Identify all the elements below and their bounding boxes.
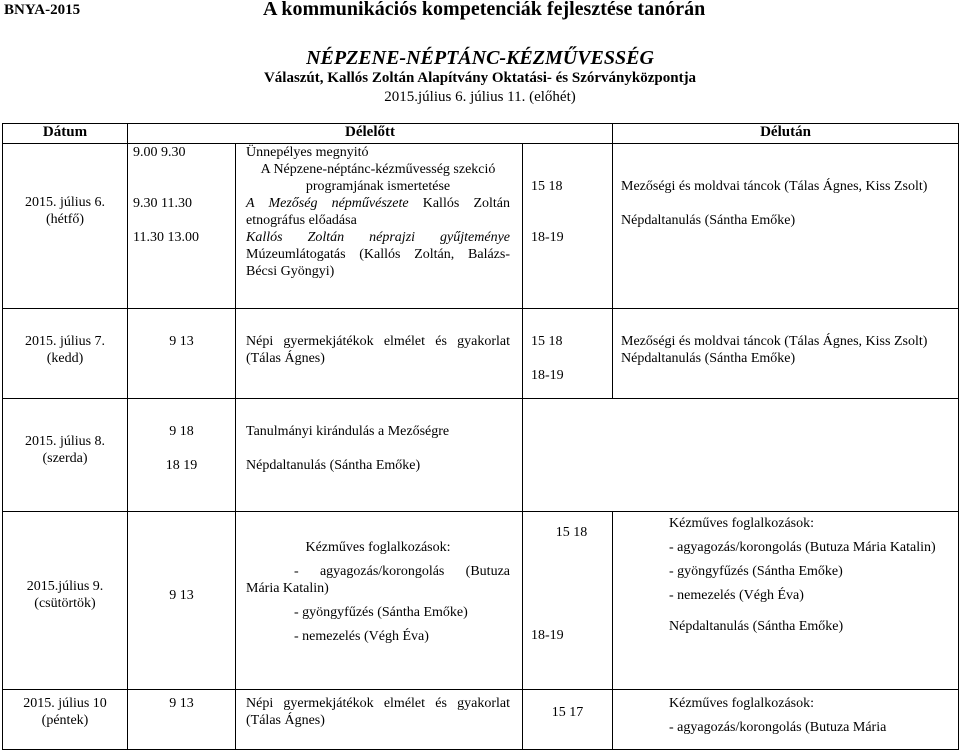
weekday: (szerda) [42,451,88,466]
activity: - agyagozás/korongolás (Butuza Mária Katalin) [246,564,510,596]
time: 9 13 [169,334,194,349]
activity: - gyöngyfűzés (Sántha Emőke) [294,605,468,620]
activity: - nemezelés (Végh Éva) [669,588,804,603]
morning-activity-cell [236,512,523,690]
afternoon-cell [523,399,959,512]
activity: Kallós Zoltán néprajzi gyűjteménye Múzeumlátogatás (Kallós Zoltán, Balázs-Bécsi Gyöngyi) [246,230,510,279]
time: 9 13 [169,696,194,711]
afternoon-time-cell [523,144,613,309]
date-cell [3,512,128,690]
morning-time-cell [128,512,236,690]
table-row [3,309,959,399]
activity: - nemezelés (Végh Éva) [294,629,429,644]
weekday: (csütörtök) [34,596,96,611]
col-header-morning: Délelőtt [128,124,613,144]
page-title: A kommunikációs kompetenciák fejlesztése tanórán [263,0,706,20]
activity: Népdaltanulás (Sántha Emőke) [246,458,421,473]
date: 2015.július 9. [26,579,104,594]
afternoon-activity-cell [613,512,959,690]
activity: Kézműves foglalkozások: [669,516,815,531]
activity: Népdaltanulás (Sántha Emőke) [621,213,796,228]
weekday: (péntek) [41,713,89,728]
time: 15 18 [531,179,563,194]
afternoon-activity-cell [613,690,959,750]
time: 15 18 [531,334,563,349]
activity: Kézműves foglalkozások: [669,696,815,711]
date: 2015. július 7. [24,334,106,349]
time: 9 18 [169,424,194,439]
afternoon-time-cell [523,512,613,690]
table-row [3,690,959,750]
doc-code: BNYA-2015 [4,2,81,18]
col-header-date: Dátum [3,124,128,144]
activity: Népi gyermekjátékok elmélet és gyakorlat (Tálas Ágnes) [246,696,510,728]
weekday: (hétfő) [45,212,85,227]
time: 18 19 [165,458,198,473]
morning-time-cell [128,690,236,750]
morning-time-cell [128,144,236,309]
time: 18-19 [531,368,564,383]
weekday: (kedd) [46,351,84,366]
afternoon-time-cell [523,309,613,399]
time: 18-19 [531,628,564,643]
afternoon-activity-cell [613,309,959,399]
activity: A Mezőség népművészete Kallós Zoltán etnográfus előadása [246,196,510,228]
afternoon-time-cell [523,690,613,750]
activity: - gyöngyfűzés (Sántha Emőke) [669,564,843,579]
time: 9 13 [169,588,194,603]
section-dates: 2015.július 6. július 11. (előhét) [384,89,576,105]
activity: Mezőségi és moldvai táncok (Tálas Ágnes, Kiss Zsolt) [621,334,928,349]
time: 15 17 [551,705,584,720]
afternoon-activity-cell [613,144,959,309]
activity: Népi gyermekjátékok elmélet és gyakorlat (Tálas Ágnes) [246,334,510,366]
time: 9.30 11.30 [133,196,192,211]
morning-time-cell [128,399,236,512]
page-header [0,0,960,22]
morning-activity-cell [236,309,523,399]
col-header-afternoon: Délután [613,124,959,144]
activity: Tanulmányi kirándulás a Mezőségre [246,424,450,439]
date-cell [3,309,128,399]
section-subtitle: Válaszút, Kallós Zoltán Alapítvány Oktatási- és Szórványközpontja [263,70,697,86]
activity: A Népzene-néptánc-kézművesség szekció programjának ismertetése [260,162,496,194]
activity: Népdaltanulás (Sántha Emőke) [621,351,796,366]
activity: Ünnepélyes megnyitó [246,145,369,160]
activity: Népdaltanulás (Sántha Emőke) [669,619,844,634]
morning-time-cell [128,309,236,399]
time: 15 18 [555,525,588,540]
date-cell [3,690,128,750]
activity: - agyagozás/korongolás (Butuza Mária Katalin) [669,540,936,555]
activity: Mezőségi és moldvai táncok (Tálas Ágnes, Kiss Zsolt) [621,179,928,194]
date-cell [3,144,128,309]
table-row [3,399,959,512]
header-row [3,124,959,144]
morning-activity-cell [236,399,523,512]
section-title: NÉPZENE-NÉPTÁNC-KÉZMŰVESSÉG [306,47,654,69]
date: 2015. július 6. [24,195,106,210]
date: 2015. július 10 [23,696,107,711]
activity: - agyagozás/korongolás (Butuza Mária [669,720,887,735]
table-row [3,512,959,690]
time: 11.30 13.00 [133,230,199,245]
table-row [3,144,959,309]
activity: Kézműves foglalkozások: [305,540,451,555]
time: 18-19 [531,230,564,245]
date-cell [3,399,128,512]
time: 9.00 9.30 [133,145,186,160]
morning-activity-cell [236,690,523,750]
schedule-table [2,123,959,750]
date: 2015. július 8. [24,434,106,449]
morning-activity-cell [236,144,523,309]
